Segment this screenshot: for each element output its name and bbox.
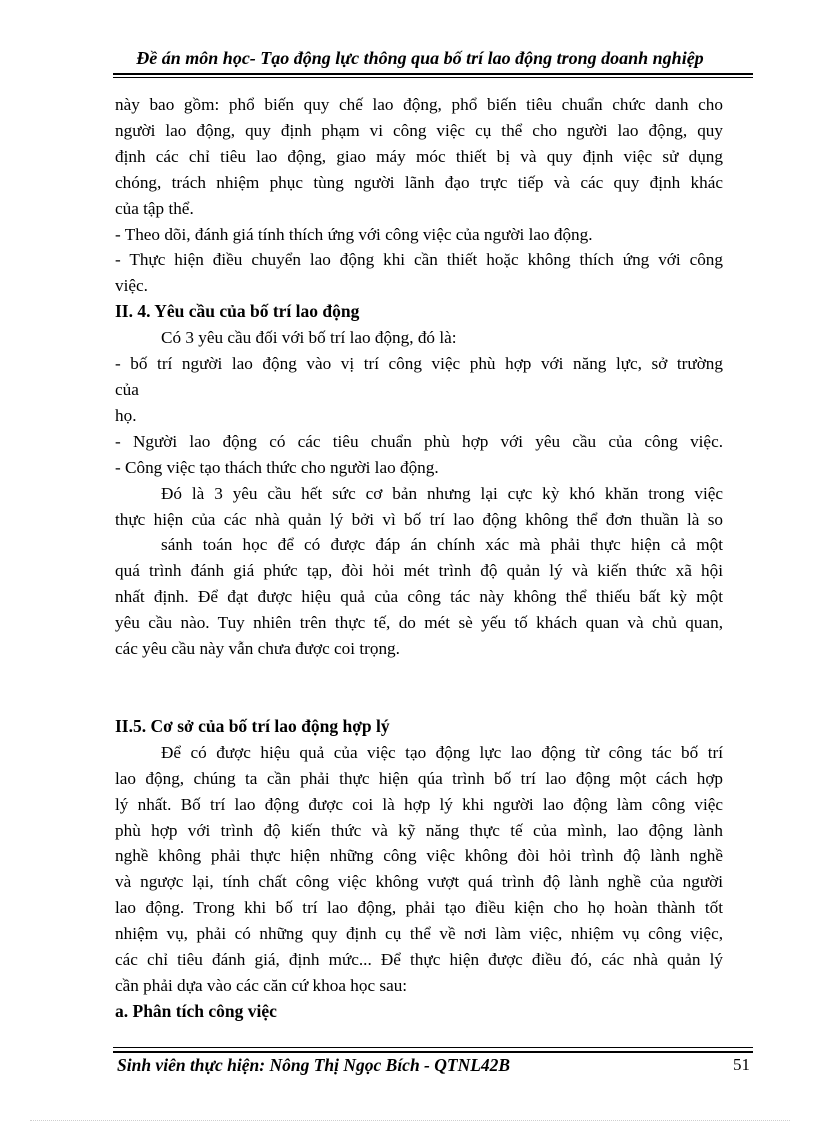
paragraph-line: nhiệm vụ, phải có những quy định cụ thể về nơi làm việc, nhiệm vụ công việc,	[115, 924, 723, 944]
paragraph-line: quá trình đánh giá phức tạp, đòi hỏi mét trình độ quản lý và kiến thức xã hội	[115, 561, 723, 581]
bullet-line: - Thực hiện điều chuyển lao động khi cần thiết hoặc không thích ứng với công	[115, 250, 723, 270]
page-header-title: Đề án môn học- Tạo động lực thông qua bố trí lao động trong doanh nghiệp	[136, 48, 704, 68]
paragraph-line: này bao gồm: phổ biến quy chế lao động, phổ biến tiêu chuẩn chức danh cho	[115, 95, 723, 114]
page-bottom-divider	[30, 1120, 790, 1121]
subsection-heading-a: a. Phân tích công việc	[115, 1000, 277, 1021]
paragraph-line: cần phải dựa vào các căn cứ khoa học sau:	[115, 976, 408, 995]
paragraph-line: lý nhất. Bố trí lao động được coi là hợp lý khi người lao động làm công việc	[115, 794, 723, 814]
paragraph-line: phù hợp với trình độ kiến thức và kỹ năng thực tế của mình, lao động lành	[115, 820, 723, 840]
paragraph-line: lao động. Trong khi bố trí lao động, phải tạo điều kiện cho họ hoàn thành tốt	[115, 898, 723, 918]
bullet-line: - Theo dõi, đánh giá tính thích ứng với công việc của người lao động.	[115, 224, 593, 244]
page-number: 51	[733, 1055, 750, 1074]
bullet-line: - bố trí người lao động vào vị trí công việc phù hợp với năng lực, sở trường	[115, 354, 723, 374]
paragraph-line: việc.	[115, 276, 148, 296]
header-rule-thin	[113, 77, 753, 78]
paragraph-line: của tập thể.	[115, 198, 194, 218]
paragraph-line: các yêu cầu này vẫn chưa được coi trọng.	[115, 639, 400, 659]
paragraph-line: nhất định. Để đạt được hiệu quả của công tác này không thể thiếu bất kỳ một	[115, 587, 723, 607]
paragraph-line: các chỉ tiêu đánh giá, định mức... Để thực hiện được điều đó, các nhà quản lý	[115, 950, 723, 970]
paragraph-line: lao động, chúng ta cần phải thực hiện qúa trình bố trí lao động một cách hợp	[115, 768, 723, 788]
footer-author: Sinh viên thực hiện: Nông Thị Ngọc Bích - QTNL42B	[117, 1055, 511, 1075]
section-heading-ii5: II.5. Cơ sở của bố trí lao động hợp lý	[115, 715, 390, 736]
paragraph-line: Để có được hiệu quả của việc tạo động lực lao động từ công tác bố trí	[161, 742, 723, 762]
section-heading-ii4: II. 4. Yêu cầu của bố trí lao động	[115, 301, 360, 322]
header-rule-thick	[113, 73, 753, 75]
footer-rule-thick	[113, 1051, 753, 1053]
paragraph-line: định các chỉ tiêu lao động, giao máy móc thiết bị và quy định việc sử dụng	[115, 146, 723, 166]
paragraph-line: nghề không phải thực hiện những công việc không đòi hỏi trình độ lành nghề	[115, 846, 723, 866]
paragraph-line: Đó là 3 yêu cầu hết sức cơ bản nhưng lại cực kỳ khó khăn trong việc	[161, 483, 723, 503]
bullet-line: - Công việc tạo thách thức cho người lao động.	[115, 457, 439, 477]
section-spacer	[115, 662, 723, 714]
document-body	[115, 92, 723, 1025]
paragraph-line: của	[115, 379, 139, 399]
paragraph-line: sánh toán học để có được đáp án chính xác mà phải thực hiện cả một	[161, 535, 723, 555]
paragraph-line: họ.	[115, 405, 137, 425]
paragraph-line: yêu cầu nào. Tuy nhiên trên thực tế, do mét sè yếu tố khách quan và chủ quan,	[115, 613, 723, 633]
paragraph-line: người lao động, quy định phạm vi công việc cụ thể cho người lao động, quy	[115, 120, 723, 140]
footer-rule-thin	[113, 1047, 753, 1048]
paragraph-line: và ngược lại, tính chất công việc không vượt quá trình độ lành nghề của người	[115, 872, 723, 892]
paragraph-line: Có 3 yêu cầu đối với bố trí lao động, đó là:	[161, 328, 457, 348]
paragraph-line: chóng, trách nhiệm phục tùng người lãnh đạo trực tiếp và các quy định khác	[115, 172, 723, 192]
bullet-line: - Người lao động có các tiêu chuẩn phù hợp với yêu cầu của công việc.	[115, 431, 723, 451]
paragraph-line: thực hiện của các nhà quản lý bởi vì bố trí lao động không thể đơn thuần là so	[115, 509, 723, 529]
